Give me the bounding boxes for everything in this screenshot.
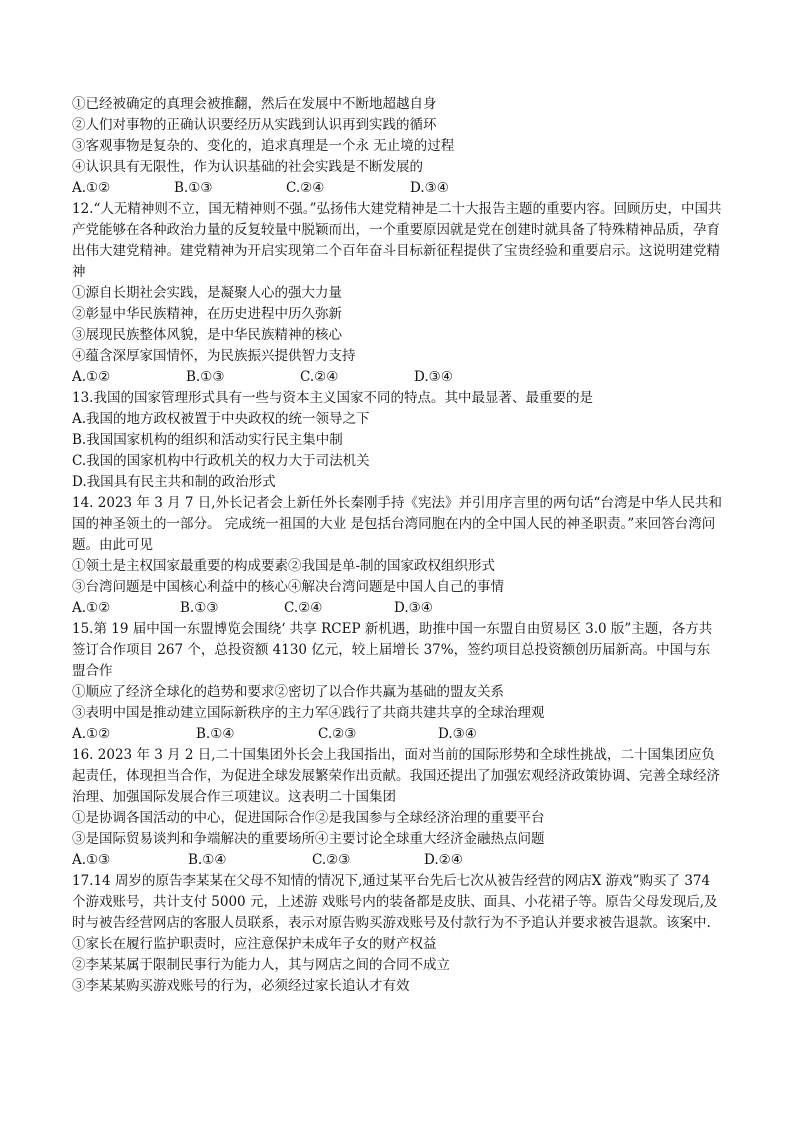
choice-c: C.②④ bbox=[300, 369, 339, 385]
option-line: ③展现民族整体风貌，是中华民族精神的核心 bbox=[72, 327, 342, 343]
option-line: ③是国际贸易谈判和争端解决的重要场所④主要讨论全球重大经济金融热点问题 bbox=[72, 831, 545, 847]
option-line: A.我国的地方政权被置于中央政权的统一领导之下 bbox=[72, 411, 370, 427]
choice-b: B.①④ bbox=[196, 726, 235, 742]
choice-d: D.②④ bbox=[424, 852, 463, 868]
option-line: ②人们对事物的正确认识要经历从实践到认识再到实践的循环 bbox=[72, 117, 437, 133]
option-line: ④蕴含深厚家国情怀，为民族振兴提供智力支持 bbox=[72, 348, 356, 364]
answer-choices bbox=[72, 367, 722, 388]
question-stem: 12.“人无精神则不立，国无精神则不强。”弘扬伟大建党精神是二十大报告主题的重要内容。回顾历史，中国共产党能够在各种政治力量的反复较量中脱颖而出，一个重要原因就是党在创建时就具备了特殊精神品质，孕育出伟大建党精神。建党精神为开启实现第二个百年奋斗目标新征程提供了宝贵经验和重要启示。这说明建党精神 bbox=[72, 201, 722, 280]
option-line: ③李某某购买游戏账号的行为，必须经过家长追认才有效 bbox=[72, 978, 410, 994]
option-line: ①已经被确定的真理会被推翻，然后在发展中不断地超越自身 bbox=[72, 96, 437, 112]
choice-b: B.①③ bbox=[180, 600, 219, 616]
option-line: ①家长在履行监护职责时，应注意保护未成年子女的财产权益 bbox=[72, 936, 437, 952]
option-line: B.我国国家机构的组织和活动实行民主集中制 bbox=[72, 432, 343, 448]
answer-choices bbox=[72, 850, 722, 871]
option-line: ③客观事物是复杂的、变化的，追求真理是一个永 无止境的过程 bbox=[72, 138, 455, 154]
choice-d: D.③④ bbox=[438, 726, 477, 742]
question-17 bbox=[72, 871, 722, 997]
choice-b: B.①③ bbox=[174, 180, 213, 196]
choice-d: D.③④ bbox=[414, 369, 453, 385]
question-15 bbox=[72, 619, 722, 745]
choice-a: A.①② bbox=[72, 726, 111, 742]
question-14 bbox=[72, 493, 722, 619]
option-line: ①源自长期社会实践，是凝聚人心的强大力量 bbox=[72, 285, 342, 301]
question-12 bbox=[72, 199, 722, 388]
option-line: ③表明中国是推动建立国际新秩序的主力军④践行了共商共建共享的全球治理观 bbox=[72, 705, 545, 721]
option-line: D.我国具有民主共和制的政治形式 bbox=[72, 474, 276, 490]
choice-a: A.①③ bbox=[72, 852, 111, 868]
question-11 bbox=[72, 94, 722, 199]
choice-a: A.①② bbox=[72, 180, 111, 196]
choice-c: C.②③ bbox=[318, 726, 357, 742]
option-line: ②彰显中华民族精神，在历史进程中历久弥新 bbox=[72, 306, 342, 322]
option-line: ①领土是主权国家最重要的构成要素②我国是单-制的国家政权组织形式 bbox=[72, 558, 496, 574]
option-line: ④认识具有无限性，作为认识基础的社会实践是不断发展的 bbox=[72, 159, 423, 175]
exam-page bbox=[72, 94, 722, 997]
choice-c: C.②④ bbox=[284, 600, 323, 616]
answer-choices bbox=[72, 598, 722, 619]
option-line: ①顺应了经济全球化的趋势和要求②密切了以合作共赢为基础的盟友关系 bbox=[72, 684, 504, 700]
question-stem: 16. 2023 年 3 月 2 日,二十国集团外长会上我国指出，面对当前的国际形势和全球性挑战，二十国集团应负起责任，体现担当合作，为促进全球发展繁荣作出贡献。我国还提出了加强宏观经济政策协调、完善全球经济治理、加强国际发展合作三项建议。这表明二十国集团 bbox=[72, 747, 720, 805]
choice-b: B.①④ bbox=[188, 852, 227, 868]
choice-c: C.②④ bbox=[286, 180, 325, 196]
answer-choices bbox=[72, 178, 722, 199]
option-line: ②李某某属于限制民事行为能力人，其与网店之间的合同不成立 bbox=[72, 957, 450, 973]
choice-d: D.③④ bbox=[394, 600, 433, 616]
choice-a: A.①② bbox=[72, 600, 111, 616]
choice-a: A.①② bbox=[72, 369, 111, 385]
choice-b: B.①③ bbox=[186, 369, 225, 385]
option-line: C.我国的国家机构中行政机关的权力大于司法机关 bbox=[72, 453, 370, 469]
choice-c: C.②③ bbox=[312, 852, 351, 868]
question-stem: 15.第 19 届中国一东盟博览会围绕‘ 共享 RCEP 新机遇，助推中国一东盟自由贸易区 3.0 版”主题，各方共签订合作项目 267 个，总投资额 4130 亿元，较上届增长 37%，签约项目总投资额创历届新高。中国与东盟合作 bbox=[72, 621, 713, 679]
question-stem: 13.我国的国家管理形式具有一些与资本主义国家不同的特点。其中最显著、最重要的是 bbox=[72, 390, 593, 406]
option-line: ①是协调各国活动的中心，促进国际合作②是我国参与全球经济治理的重要平台 bbox=[72, 810, 545, 826]
question-stem: 14. 2023 年 3 月 7 日,外长记者会上新任外长秦刚手持《宪法》并引用序言里的两句话“台湾是中华人民共和国的神圣领土的一部分。 完成统一祖国的大业 是包括台湾同胞在内的全中国人民的神圣职责。”来回答台湾问题。由此可见 bbox=[72, 495, 722, 553]
question-16 bbox=[72, 745, 722, 871]
question-13 bbox=[72, 388, 722, 493]
option-line: ③台湾问题是中国核心利益中的核心④解决台湾问题是中国人自己的事情 bbox=[72, 579, 504, 595]
choice-d: D.③④ bbox=[410, 180, 449, 196]
answer-choices bbox=[72, 724, 722, 745]
question-stem: 17.14 周岁的原告李某某在父母不知情的情况下,通过某平台先后七次从被告经营的网店X 游戏”购买了 374 个游戏账号，共计支付 5000 元，上述游 戏账号内的装备都是皮肤、面具、小花裙子等。原告父母发现后,及时与被告经营网店的客服人员联系，表示对原告购买游戏账号及付款行为不予追认并要求被告退款。该案中. bbox=[72, 873, 718, 931]
